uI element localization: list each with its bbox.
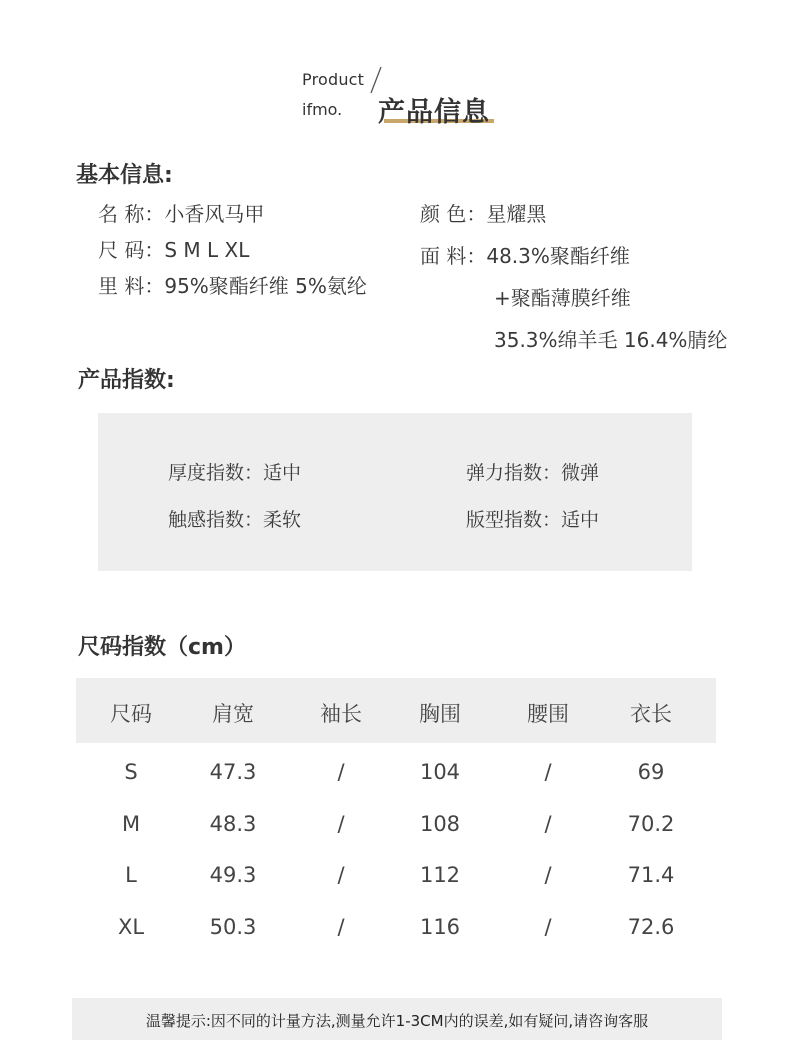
table-cell-sleeve: / (337, 915, 345, 939)
table-header-sleeve: 袖长 (320, 702, 362, 726)
table-header-chest: 胸围 (419, 702, 461, 726)
basic-info-title: 基本信息: (76, 163, 173, 188)
info-name: 名 称：小香风马甲 (98, 202, 265, 226)
index-elasticity: 弹力指数：微弹 (466, 462, 600, 484)
table-cell-chest: 108 (419, 812, 461, 836)
table-cell-waist: / (544, 812, 552, 836)
table-cell-size: M (121, 812, 141, 836)
table-cell-waist: / (544, 915, 552, 939)
info-fabric-line1: 面 料：48.3%聚酯纤维 (420, 244, 630, 268)
table-cell-shoulder: 49.3 (209, 863, 257, 887)
table-cell-waist: / (544, 760, 552, 784)
table-cell-size: XL (117, 915, 145, 939)
table-cell-chest: 116 (419, 915, 461, 939)
table-cell-chest: 104 (419, 760, 461, 784)
table-cell-waist: / (544, 863, 552, 887)
table-header-length: 衣长 (630, 702, 672, 726)
table-cell-shoulder: 47.3 (209, 760, 257, 784)
table-cell-length: 69 (637, 760, 665, 784)
index-fit: 版型指数：适中 (466, 509, 600, 531)
info-color: 颜 色：星耀黑 (420, 202, 547, 226)
page-title: 产品信息 (378, 97, 490, 128)
info-lining: 里 料：95%聚酯纤维 5%氨纶 (98, 274, 367, 298)
index-thickness: 厚度指数：适中 (168, 462, 302, 484)
size-table-title: 尺码指数（cm） (78, 635, 246, 660)
table-cell-sleeve: / (337, 812, 345, 836)
table-cell-sleeve: / (337, 863, 345, 887)
header-en-line2: ifmo. (302, 100, 343, 119)
table-cell-chest: 112 (419, 863, 461, 887)
footer-note: 温馨提示:因不同的计量方法,测量允许1-3CM内的误差,如有疑问,请咨询客服 (145, 1012, 649, 1030)
table-header-waist: 腰围 (527, 702, 569, 726)
indices-panel (98, 413, 692, 571)
header-en-line1: Product (302, 70, 365, 89)
table-cell-sleeve: / (337, 760, 345, 784)
index-touch: 触感指数：柔软 (168, 509, 302, 531)
table-header-size: 尺码 (110, 702, 152, 726)
table-cell-size: L (125, 863, 137, 887)
table-cell-shoulder: 50.3 (209, 915, 257, 939)
table-cell-shoulder: 48.3 (209, 812, 257, 836)
info-fabric-line2: +聚酯薄膜纤维 (494, 286, 631, 310)
info-size: 尺 码：S M L XL (98, 238, 250, 262)
info-fabric-line3: 35.3%绵羊毛 16.4%腈纶 (494, 328, 728, 352)
table-cell-size: S (124, 760, 138, 784)
table-cell-length: 70.2 (627, 812, 675, 836)
table-cell-length: 71.4 (627, 863, 675, 887)
table-header-shoulder: 肩宽 (212, 702, 254, 726)
table-cell-length: 72.6 (627, 915, 675, 939)
indices-title: 产品指数: (78, 368, 175, 393)
